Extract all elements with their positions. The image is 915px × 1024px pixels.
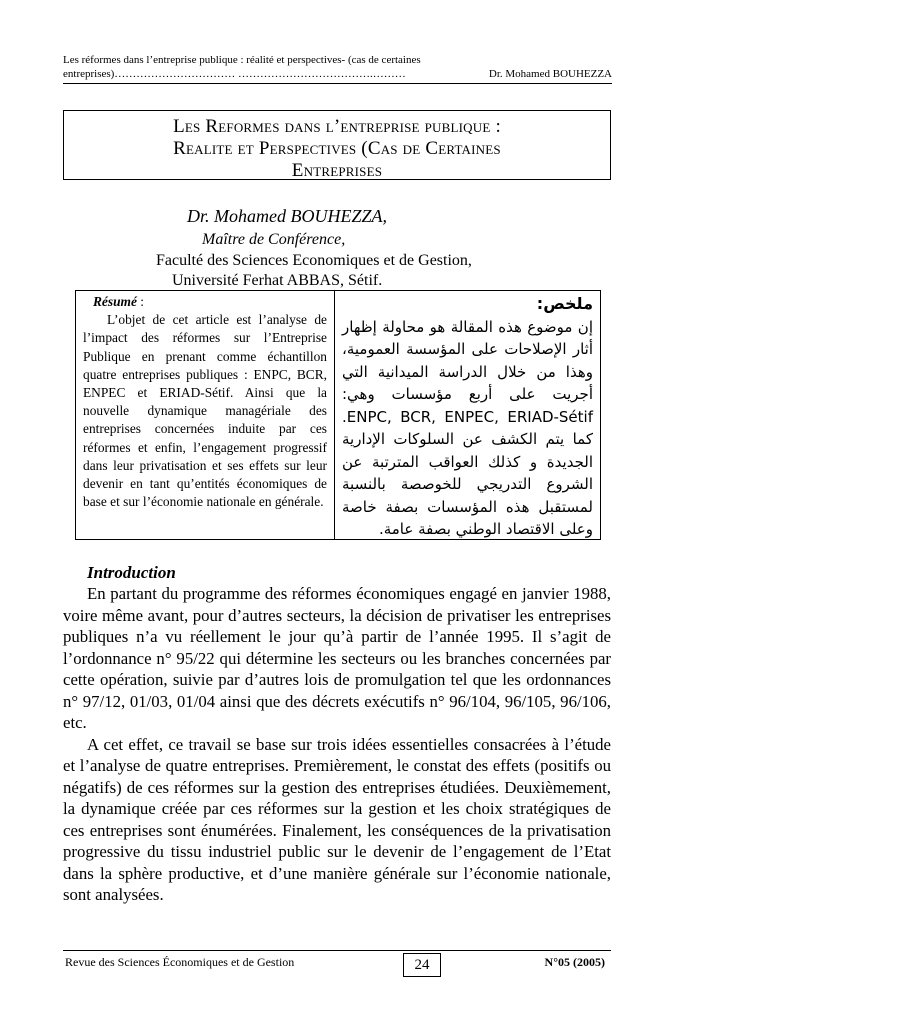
abstract-arabic-text: إن موضوع هذه المقالة هو محاولة إظهار أثار الإصلاحات على المؤسسة العمومية، وهذا من خلال الدراسة الميدانية التي أجريت على أربع مؤسسات وهي: ENPC, BCR, ENPEC, ERIAD-Sétif. كما يتم الكشف عن السلوكات الإدارية الجديدة و كذلك العواقب المترتبة عن الشروع التدريجي للخوصصة بالنسبة لمستقبل هذه المؤسسات بصفة خاصة وعلى الاقتصاد الوطني بصفة عامة. — [342, 317, 593, 538]
issue-number: N°05 (2005) — [544, 955, 605, 969]
running-header-left: entreprises)…………………………… ……………………………….……… — [63, 68, 406, 80]
abstract-french-text: L’objet de cet article est l’analyse de l’impact des réformes sur l’Entreprise Publique en prenant comme échantillon quatre entreprises publiques : ENPC, BCR, ENPEC et ERIAD-Sétif. Ainsi que la nouvelle dynamique managériale des entreprises concernées induite par ces réformes et enfin, l’engagement progressif dans leur privatisation et ses effets sur leur devenir en tant qu’entités économiques de base et sur l’économie nationale en générale. — [83, 312, 327, 510]
abstract-french-label: Résumé — [93, 294, 137, 309]
article-title — [63, 110, 611, 180]
abstract-arabic-label: ملخص: — [536, 294, 593, 313]
introduction-paragraph-2: A cet effet, ce travail se base sur trois idées essentielles consacrées à l’étude et l’analyse de quatre entreprises. Premièrement, le constat des effets (positifs ou négatifs) de ces réformes sur la gestion des entreprises étudiées. Deuxièmement, la dynamique créée par ces réformes sur la gestion et les choix stratégiques de ces entreprises sont énumérées. Finalement, les conséquences de la privatisation progressive du tissu industriel public sur le devenir de l’engagement de l’Etat dans la sphère productive, et d’une manière générale sur l’économie nationale, sont analysées. — [63, 734, 611, 904]
running-header-author: Dr. Mohamed BOUHEZZA — [488, 68, 612, 80]
running-header — [63, 53, 612, 84]
abstract-french — [76, 291, 335, 539]
running-header-line1: Les réformes dans l’entreprise publique : réalité et perspectives- (cas de certaines — [63, 54, 421, 66]
abstract-arabic — [335, 291, 600, 539]
abstract-french-label-colon: : — [136, 294, 144, 309]
introduction-section — [63, 562, 611, 906]
author-rank: Maître de Conférence, — [202, 231, 346, 248]
author-name: Dr. Mohamed BOUHEZZA, — [187, 206, 387, 226]
author-faculty: Faculté des Sciences Economiques et de Gestion, — [156, 252, 472, 269]
journal-name: Revue des Sciences Économiques et de Gestion — [65, 955, 295, 969]
abstract-table — [75, 290, 601, 540]
page-number: 24 — [403, 953, 441, 977]
page-footer — [63, 950, 611, 981]
introduction-paragraph-1: En partant du programme des réformes économiques engagé en janvier 1988, voire même avant, pour d’autres secteurs, la décision de privatiser les entreprises publiques n’a vu réellement le jour qu’à partir de l’année 1995. Il s’agit de l’ordonnance n° 95/22 qui détermine les secteurs ou les branches concernées par cette opération, suivie par d’autres lois de promulgation tel que les ordonnances n° 97/12, 01/03, 01/04 ainsi que des décrets exécutifs n° 96/104, 96/105, 96/106, etc. — [63, 584, 611, 732]
title-line-2: Realite et Perspectives (Cas de Certaines — [173, 138, 501, 159]
title-line-1: Les Reformes dans l’entreprise publique : — [173, 116, 501, 137]
title-line-3: Entreprises — [291, 160, 383, 181]
introduction-heading: Introduction — [87, 563, 176, 582]
author-university: Université Ferhat ABBAS, Sétif. — [172, 272, 383, 289]
running-header-line2 — [63, 67, 612, 81]
